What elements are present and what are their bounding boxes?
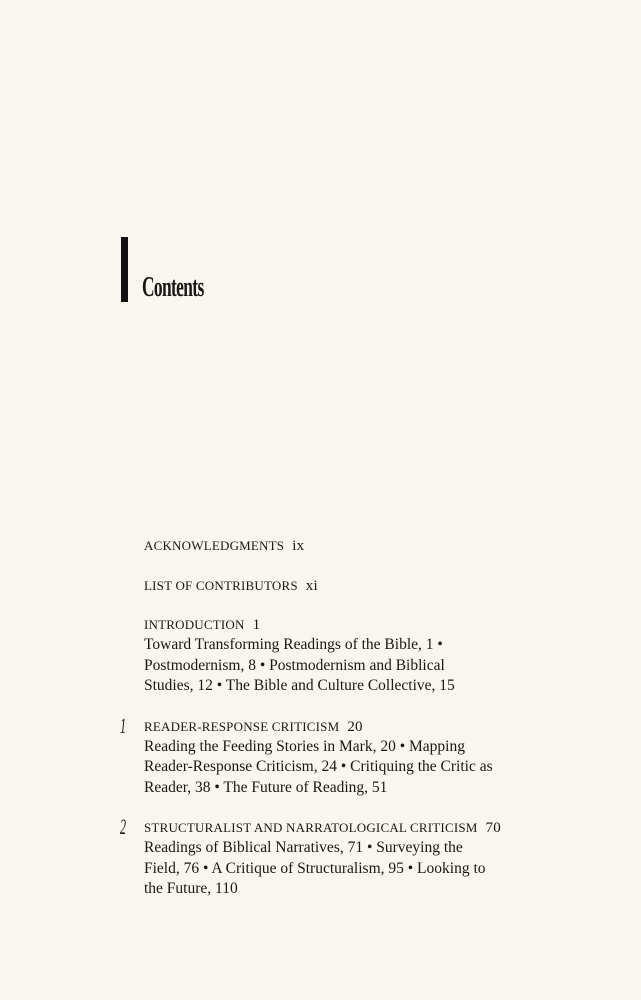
toc-entry-page: 1 bbox=[252, 617, 261, 633]
toc-entry-chapter-2[interactable] bbox=[120, 814, 614, 900]
subsection-line: Postmodernism, 8 • Postmodernism and Biblical bbox=[144, 656, 445, 674]
subsection-line: the Future, 110 bbox=[144, 880, 238, 897]
subsection-line: Readings of Biblical Narratives, 71 • Surveying the bbox=[144, 839, 463, 856]
subsection-line: Reader-Response Criticism, 24 • Critiquing the Critic as bbox=[144, 758, 493, 775]
toc-entry-heading bbox=[144, 717, 614, 737]
toc-entry-page: xi bbox=[305, 578, 318, 594]
toc-entry-subsections bbox=[144, 838, 614, 900]
toc-entry-page: 70 bbox=[485, 820, 501, 836]
chapter-number: 2 bbox=[120, 814, 127, 839]
toc-entry-heading bbox=[144, 615, 614, 635]
toc-entry-heading bbox=[144, 536, 614, 556]
subsection-line: Field, 76 • A Critique of Structuralism, 95 • Looking to bbox=[144, 859, 486, 877]
heading-bar-ornament bbox=[121, 237, 128, 302]
toc-entry-contributors[interactable] bbox=[144, 576, 614, 596]
toc-entry-subsections bbox=[144, 737, 614, 799]
toc-entry-label: LIST OF CONTRIBUTORS bbox=[144, 578, 298, 593]
toc-entry-subsections bbox=[144, 635, 614, 697]
subsection-line: Reading the Feeding Stories in Mark, 20 • Mapping bbox=[144, 737, 465, 755]
toc-entry-chapter-1[interactable] bbox=[120, 712, 614, 799]
toc-entry-page: ix bbox=[292, 538, 305, 554]
toc-entry-introduction[interactable] bbox=[144, 615, 614, 697]
subsection-line: Reader, 38 • The Future of Reading, 51 bbox=[144, 778, 388, 796]
chapter-number: 1 bbox=[120, 712, 127, 738]
toc-entry-label: STRUCTURALIST AND NARRATOLOGICAL CRITICISM bbox=[144, 820, 478, 835]
toc-entry-label: READER-RESPONSE CRITICISM bbox=[144, 718, 340, 734]
page-title: Contents bbox=[142, 272, 204, 303]
subsection-line: Toward Transforming Readings of the Bible, 1 • bbox=[144, 636, 443, 653]
subsection-line: Studies, 12 • The Bible and Culture Collective, 15 bbox=[144, 677, 455, 694]
toc-entry-heading bbox=[144, 818, 614, 838]
toc-entry-label: ACKNOWLEDGMENTS bbox=[144, 538, 285, 553]
toc-entry-heading bbox=[144, 576, 614, 596]
toc-entry-label: INTRODUCTION bbox=[144, 617, 245, 632]
toc-entry-page: 20 bbox=[347, 718, 363, 735]
toc-entry-acknowledgments[interactable] bbox=[144, 536, 614, 556]
table-of-contents bbox=[120, 536, 614, 900]
